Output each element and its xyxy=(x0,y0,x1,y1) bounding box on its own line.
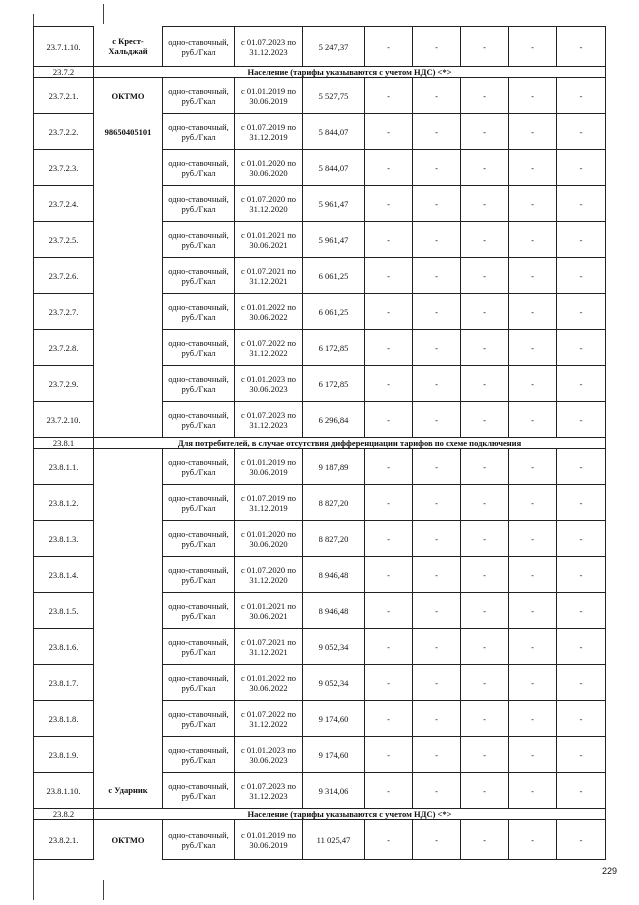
row-code: 23.8.1.7. xyxy=(34,665,94,701)
row-empty-cell: - xyxy=(557,222,606,258)
row-empty-cell: - xyxy=(365,222,413,258)
row-location xyxy=(94,593,163,629)
row-empty-cell: - xyxy=(413,27,461,67)
row-code: 23.7.2.9. xyxy=(34,366,94,402)
row-code: 23.7.2.10. xyxy=(34,402,94,438)
row-period: с 01.07.2022 по 31.12.2022 xyxy=(235,330,303,366)
row-empty-cell: - xyxy=(365,665,413,701)
row-code: 23.8.1.3. xyxy=(34,521,94,557)
row-empty-cell: - xyxy=(509,701,557,737)
row-period: с 01.01.2020 по 30.06.2020 xyxy=(235,150,303,186)
row-unit: одно-ставочный, руб./Гкал xyxy=(163,78,235,114)
row-location xyxy=(94,222,163,258)
row-empty-cell: - xyxy=(557,629,606,665)
row-code: 23.7.2.3. xyxy=(34,150,94,186)
row-empty-cell: - xyxy=(509,665,557,701)
row-empty-cell: - xyxy=(509,294,557,330)
row-code: 23.7.2.5. xyxy=(34,222,94,258)
row-unit: одно-ставочный, руб./Гкал xyxy=(163,593,235,629)
row-empty-cell: - xyxy=(413,449,461,485)
tariff-table-section-23-7 xyxy=(33,26,606,438)
row-empty-cell: - xyxy=(557,521,606,557)
table-row xyxy=(34,366,606,402)
row-empty-cell: - xyxy=(461,521,509,557)
row-empty-cell: - xyxy=(461,186,509,222)
row-location xyxy=(94,186,163,222)
row-empty-cell: - xyxy=(557,557,606,593)
row-location: с Крест-Хальджай xyxy=(108,36,148,57)
table-row xyxy=(34,593,606,629)
table-row xyxy=(34,820,606,860)
row-code: 23.8.1.10. xyxy=(34,773,94,809)
row-empty-cell: - xyxy=(413,258,461,294)
row-tariff-value: 9 314,06 xyxy=(303,773,365,809)
row-tariff-value: 9 052,34 xyxy=(303,665,365,701)
row-empty-cell: - xyxy=(461,258,509,294)
row-location xyxy=(94,330,163,366)
row-unit: одно-ставочный, руб./Гкал xyxy=(163,150,235,186)
row-tariff-value: 6 061,25 xyxy=(303,294,365,330)
row-empty-cell: - xyxy=(461,737,509,773)
table-row xyxy=(34,150,606,186)
row-code: 23.7.2.2. xyxy=(34,114,94,150)
row-empty-cell: - xyxy=(557,186,606,222)
row-empty-cell: - xyxy=(365,330,413,366)
row-tariff-value: 5 844,07 xyxy=(303,114,365,150)
row-period: с 01.07.2022 по 31.12.2022 xyxy=(235,701,303,737)
row-location xyxy=(94,701,163,737)
row-empty-cell: - xyxy=(461,27,509,67)
row-empty-cell: - xyxy=(413,330,461,366)
row-empty-cell: - xyxy=(509,27,557,67)
row-period: с 01.07.2023 по 31.12.2023 xyxy=(235,27,303,67)
row-tariff-value: 6 061,25 xyxy=(303,258,365,294)
row-empty-cell: - xyxy=(557,27,606,67)
row-unit: одно-ставочный, руб./Гкал xyxy=(163,27,235,67)
row-empty-cell: - xyxy=(413,150,461,186)
section-code: 23.8.1 xyxy=(34,438,94,449)
row-unit: одно-ставочный, руб./Гкал xyxy=(163,737,235,773)
row-empty-cell: - xyxy=(461,665,509,701)
row-period: с 01.01.2019 по 30.06.2019 xyxy=(235,820,303,860)
row-location: с Ударник xyxy=(108,785,148,796)
row-period: с 01.01.2022 по 30.06.2022 xyxy=(235,665,303,701)
row-empty-cell: - xyxy=(557,294,606,330)
table-row xyxy=(34,773,606,809)
scan-edge-mark xyxy=(33,860,34,900)
row-empty-cell: - xyxy=(365,557,413,593)
row-empty-cell: - xyxy=(365,150,413,186)
row-code: 23.8.1.2. xyxy=(34,485,94,521)
row-period: с 01.07.2019 по 31.12.2019 xyxy=(235,485,303,521)
row-empty-cell: - xyxy=(365,294,413,330)
row-empty-cell: - xyxy=(509,773,557,809)
section-code: 23.7.2 xyxy=(34,67,94,78)
row-empty-cell: - xyxy=(509,222,557,258)
row-empty-cell: - xyxy=(509,557,557,593)
row-location xyxy=(94,557,163,593)
row-empty-cell: - xyxy=(461,701,509,737)
row-code: 23.8.2.1. xyxy=(34,820,94,860)
scan-edge-mark xyxy=(103,880,104,900)
row-tariff-value: 5 844,07 xyxy=(303,150,365,186)
table-row xyxy=(34,485,606,521)
row-unit: одно-ставочный, руб./Гкал xyxy=(163,258,235,294)
row-empty-cell: - xyxy=(557,485,606,521)
row-empty-cell: - xyxy=(365,629,413,665)
row-location xyxy=(94,402,163,438)
row-empty-cell: - xyxy=(365,521,413,557)
row-period: с 01.01.2023 по 30.06.2023 xyxy=(235,737,303,773)
row-period: с 01.07.2019 по 31.12.2019 xyxy=(235,114,303,150)
section-header-row xyxy=(34,438,606,449)
row-unit: одно-ставочный, руб./Гкал xyxy=(163,629,235,665)
row-tariff-value: 9 174,60 xyxy=(303,701,365,737)
row-empty-cell: - xyxy=(461,294,509,330)
row-empty-cell: - xyxy=(509,485,557,521)
row-empty-cell: - xyxy=(365,485,413,521)
row-code: 23.7.2.7. xyxy=(34,294,94,330)
row-empty-cell: - xyxy=(461,593,509,629)
row-empty-cell: - xyxy=(461,366,509,402)
row-period: с 01.07.2020 по 31.12.2020 xyxy=(235,186,303,222)
row-empty-cell: - xyxy=(557,330,606,366)
row-empty-cell: - xyxy=(413,366,461,402)
row-period: с 01.07.2023 по 31.12.2023 xyxy=(235,773,303,809)
row-location: 98650405101 xyxy=(104,126,152,137)
row-period: с 01.01.2021 по 30.06.2021 xyxy=(235,593,303,629)
row-empty-cell: - xyxy=(557,820,606,860)
row-empty-cell: - xyxy=(365,258,413,294)
row-period: с 01.01.2020 по 30.06.2020 xyxy=(235,521,303,557)
table-row xyxy=(34,27,606,67)
row-code: 23.8.1.6. xyxy=(34,629,94,665)
table-row xyxy=(34,521,606,557)
page-number: 229 xyxy=(602,866,618,876)
row-empty-cell: - xyxy=(413,402,461,438)
row-unit: одно-ставочный, руб./Гкал xyxy=(163,820,235,860)
row-empty-cell: - xyxy=(365,737,413,773)
row-location: ОКТМО xyxy=(111,834,145,845)
row-period: с 01.07.2021 по 31.12.2021 xyxy=(235,629,303,665)
row-empty-cell: - xyxy=(461,330,509,366)
row-empty-cell: - xyxy=(557,737,606,773)
table-row xyxy=(34,737,606,773)
row-empty-cell: - xyxy=(557,78,606,114)
row-code: 23.7.2.6. xyxy=(34,258,94,294)
table-row xyxy=(34,701,606,737)
row-location xyxy=(94,629,163,665)
row-empty-cell: - xyxy=(365,820,413,860)
row-empty-cell: - xyxy=(365,186,413,222)
row-empty-cell: - xyxy=(557,114,606,150)
row-unit: одно-ставочный, руб./Гкал xyxy=(163,665,235,701)
row-empty-cell: - xyxy=(509,593,557,629)
row-code: 23.8.1.4. xyxy=(34,557,94,593)
row-empty-cell: - xyxy=(509,521,557,557)
table-row xyxy=(34,449,606,485)
section-code: 23.8.2 xyxy=(34,809,94,820)
row-unit: одно-ставочный, руб./Гкал xyxy=(163,449,235,485)
row-empty-cell: - xyxy=(461,773,509,809)
row-tariff-value: 5 961,47 xyxy=(303,222,365,258)
row-empty-cell: - xyxy=(365,366,413,402)
row-code: 23.8.1.8. xyxy=(34,701,94,737)
row-code: 23.8.1.1. xyxy=(34,449,94,485)
row-empty-cell: - xyxy=(461,150,509,186)
row-tariff-value: 6 172,85 xyxy=(303,330,365,366)
row-tariff-value: 8 946,48 xyxy=(303,557,365,593)
table-row xyxy=(34,665,606,701)
row-empty-cell: - xyxy=(557,150,606,186)
row-empty-cell: - xyxy=(413,820,461,860)
row-tariff-value: 8 827,20 xyxy=(303,485,365,521)
row-period: с 01.01.2019 по 30.06.2019 xyxy=(235,449,303,485)
row-code: 23.7.2.8. xyxy=(34,330,94,366)
table-row xyxy=(34,222,606,258)
table-row xyxy=(34,78,606,114)
section-header-row xyxy=(34,67,606,78)
row-empty-cell: - xyxy=(413,78,461,114)
row-empty-cell: - xyxy=(461,222,509,258)
row-location xyxy=(94,521,163,557)
row-location xyxy=(94,485,163,521)
row-empty-cell: - xyxy=(365,78,413,114)
table-row xyxy=(34,258,606,294)
row-empty-cell: - xyxy=(413,521,461,557)
row-unit: одно-ставочный, руб./Гкал xyxy=(163,222,235,258)
row-tariff-value: 8 946,48 xyxy=(303,593,365,629)
row-empty-cell: - xyxy=(509,114,557,150)
row-empty-cell: - xyxy=(413,701,461,737)
row-location: ОКТМО xyxy=(111,90,145,101)
row-tariff-value: 11 025,47 xyxy=(303,820,365,860)
row-tariff-value: 5 527,75 xyxy=(303,78,365,114)
row-period: с 01.01.2021 по 30.06.2021 xyxy=(235,222,303,258)
row-empty-cell: - xyxy=(461,402,509,438)
row-empty-cell: - xyxy=(413,222,461,258)
table-row xyxy=(34,629,606,665)
row-empty-cell: - xyxy=(365,449,413,485)
row-code: 23.8.1.5. xyxy=(34,593,94,629)
row-location xyxy=(94,258,163,294)
row-location xyxy=(94,737,163,773)
table-row xyxy=(34,402,606,438)
row-period: с 01.07.2021 по 31.12.2021 xyxy=(235,258,303,294)
row-empty-cell: - xyxy=(509,820,557,860)
row-empty-cell: - xyxy=(413,557,461,593)
row-period: с 01.01.2023 по 30.06.2023 xyxy=(235,366,303,402)
row-unit: одно-ставочный, руб./Гкал xyxy=(163,701,235,737)
row-empty-cell: - xyxy=(413,114,461,150)
row-empty-cell: - xyxy=(461,820,509,860)
row-period: с 01.01.2022 по 30.06.2022 xyxy=(235,294,303,330)
row-unit: одно-ставочный, руб./Гкал xyxy=(163,557,235,593)
row-unit: одно-ставочный, руб./Гкал xyxy=(163,330,235,366)
row-empty-cell: - xyxy=(509,330,557,366)
scan-edge-mark xyxy=(33,14,34,26)
row-empty-cell: - xyxy=(413,665,461,701)
row-location xyxy=(94,665,163,701)
row-empty-cell: - xyxy=(365,27,413,67)
row-tariff-value: 9 052,34 xyxy=(303,629,365,665)
row-unit: одно-ставочный, руб./Гкал xyxy=(163,186,235,222)
row-empty-cell: - xyxy=(509,258,557,294)
table-row xyxy=(34,186,606,222)
row-empty-cell: - xyxy=(365,593,413,629)
row-unit: одно-ставочный, руб./Гкал xyxy=(163,402,235,438)
section-header-row xyxy=(34,809,606,820)
tariff-table-section-23-8 xyxy=(33,437,606,860)
row-empty-cell: - xyxy=(413,593,461,629)
row-code: 23.7.2.4. xyxy=(34,186,94,222)
row-location xyxy=(94,294,163,330)
row-period: с 01.01.2019 по 30.06.2019 xyxy=(235,78,303,114)
row-unit: одно-ставочный, руб./Гкал xyxy=(163,773,235,809)
row-empty-cell: - xyxy=(509,78,557,114)
row-empty-cell: - xyxy=(413,294,461,330)
row-empty-cell: - xyxy=(461,449,509,485)
scan-edge-mark xyxy=(103,4,104,24)
table-row xyxy=(34,330,606,366)
section-title: Население (тарифы указываются с учетом НДС) <*> xyxy=(94,67,606,78)
row-empty-cell: - xyxy=(413,737,461,773)
row-empty-cell: - xyxy=(413,629,461,665)
row-empty-cell: - xyxy=(557,449,606,485)
row-empty-cell: - xyxy=(557,701,606,737)
row-code: 23.7.1.10. xyxy=(34,27,94,67)
row-tariff-value: 5 961,47 xyxy=(303,186,365,222)
row-empty-cell: - xyxy=(509,366,557,402)
section-title: Для потребителей, в случае отсутствия дифференциации тарифов по схеме подключения xyxy=(94,438,606,449)
row-empty-cell: - xyxy=(509,737,557,773)
table-row xyxy=(34,114,606,150)
row-empty-cell: - xyxy=(365,114,413,150)
row-empty-cell: - xyxy=(557,665,606,701)
row-location xyxy=(94,366,163,402)
row-empty-cell: - xyxy=(461,557,509,593)
row-empty-cell: - xyxy=(557,258,606,294)
row-tariff-value: 9 187,89 xyxy=(303,449,365,485)
row-empty-cell: - xyxy=(509,629,557,665)
table-row xyxy=(34,557,606,593)
row-tariff-value: 9 174,60 xyxy=(303,737,365,773)
row-empty-cell: - xyxy=(413,773,461,809)
section-title: Население (тарифы указываются с учетом НДС) <*> xyxy=(94,809,606,820)
row-location xyxy=(94,449,163,485)
row-unit: одно-ставочный, руб./Гкал xyxy=(163,366,235,402)
row-unit: одно-ставочный, руб./Гкал xyxy=(163,485,235,521)
row-tariff-value: 8 827,20 xyxy=(303,521,365,557)
row-empty-cell: - xyxy=(365,773,413,809)
row-empty-cell: - xyxy=(365,402,413,438)
row-tariff-value: 6 296,84 xyxy=(303,402,365,438)
table-row xyxy=(34,294,606,330)
row-empty-cell: - xyxy=(461,629,509,665)
row-unit: одно-ставочный, руб./Гкал xyxy=(163,521,235,557)
row-empty-cell: - xyxy=(557,773,606,809)
row-empty-cell: - xyxy=(461,78,509,114)
row-empty-cell: - xyxy=(461,485,509,521)
row-empty-cell: - xyxy=(461,114,509,150)
row-code: 23.8.1.9. xyxy=(34,737,94,773)
row-empty-cell: - xyxy=(557,402,606,438)
row-empty-cell: - xyxy=(365,701,413,737)
row-location xyxy=(94,150,163,186)
row-empty-cell: - xyxy=(509,150,557,186)
row-unit: одно-ставочный, руб./Гкал xyxy=(163,114,235,150)
row-period: с 01.07.2020 по 31.12.2020 xyxy=(235,557,303,593)
row-empty-cell: - xyxy=(413,186,461,222)
row-empty-cell: - xyxy=(557,593,606,629)
row-period: с 01.07.2023 по 31.12.2023 xyxy=(235,402,303,438)
row-empty-cell: - xyxy=(557,366,606,402)
row-empty-cell: - xyxy=(509,402,557,438)
row-tariff-value: 6 172,85 xyxy=(303,366,365,402)
row-empty-cell: - xyxy=(413,485,461,521)
row-empty-cell: - xyxy=(509,186,557,222)
row-empty-cell: - xyxy=(509,449,557,485)
row-unit: одно-ставочный, руб./Гкал xyxy=(163,294,235,330)
row-tariff-value: 5 247,37 xyxy=(303,27,365,67)
row-code: 23.7.2.1. xyxy=(34,78,94,114)
